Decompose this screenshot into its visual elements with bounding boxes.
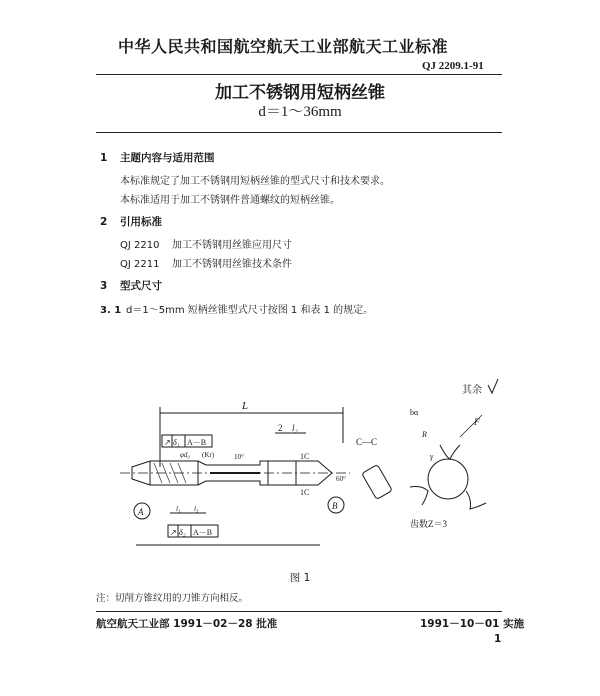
section-3-heading — [100, 278, 162, 293]
l1-label: l₁ — [176, 505, 181, 513]
cone-angle-label: 60° — [336, 475, 346, 483]
delta1-label: δ₁ — [173, 438, 180, 447]
subsection-number: 3. 1 — [100, 305, 122, 316]
figure-note: 注：切削方锥纹用的刀锥方向相反。 — [96, 593, 249, 604]
approval-info: 航空航天工业部 1991－02－28 批准 — [96, 618, 278, 630]
radius-label: R — [422, 430, 427, 439]
rake-angle-label: γ — [430, 452, 434, 461]
section-square — [362, 465, 393, 500]
shank-step-label: 2 — [278, 423, 283, 433]
reference-item — [120, 236, 292, 251]
flute-top — [440, 445, 460, 459]
reference-code: QJ 2210 — [120, 240, 160, 251]
subsection-text: d＝1～5mm 短柄丝锥型式尺寸按图 1 和表 1 的规定。 — [126, 305, 374, 316]
section-cc-label: C—C — [356, 437, 378, 447]
runout-symbol: ↗ — [164, 438, 171, 447]
roughness-symbol — [488, 379, 498, 393]
reference-code: QJ 2211 — [120, 259, 160, 270]
standard-organization: 中华人民共和国航空航天工业部航天工业标准 — [118, 37, 449, 56]
section-title: 引用标准 — [120, 216, 162, 228]
section-title: 型式尺寸 — [120, 280, 162, 292]
datum-ref-top: A－B — [187, 438, 207, 447]
reference-title: 加工不锈钢用丝锥应用尺寸 — [172, 240, 292, 251]
chamfer-label-top: 1C — [300, 452, 310, 461]
figure-caption: 图 1 — [289, 572, 311, 584]
title-rule — [96, 132, 502, 133]
delta2-label: δ₂ — [179, 528, 186, 537]
section-number: 3 — [100, 280, 108, 292]
total-length-label: L — [242, 400, 249, 412]
section-1-paragraph-2: 本标准适用于加工不锈钢件普通螺纹的短柄丝锥。 — [120, 195, 340, 206]
section-number: 1 — [100, 152, 108, 164]
reference-item — [120, 255, 292, 270]
roughness-rest-label: 其余 — [462, 385, 482, 396]
l2-label: l₂ — [292, 423, 298, 433]
groove-count-label: 齿数Z＝3 — [410, 519, 447, 529]
datum-b-label: B — [332, 501, 338, 511]
page-number: 1 — [494, 633, 502, 645]
effective-date: 1991－10－01 实施 — [420, 618, 525, 630]
document-title: 加工不锈钢用短柄丝锥 — [215, 83, 385, 103]
subsection-3-1 — [100, 301, 373, 316]
runout-symbol: ↗ — [170, 528, 177, 537]
diameter-label: φd₀ — [180, 451, 190, 459]
l3-label: l₃ — [194, 505, 199, 513]
tap-technical-drawing — [110, 375, 530, 555]
datum-ref-bottom: A－B — [193, 528, 213, 537]
flute-right — [466, 491, 486, 509]
document-subtitle: d＝1～36mm — [258, 104, 342, 120]
standard-code: QJ 2209.1-91 — [422, 60, 484, 72]
section-title: 主题内容与适用范围 — [120, 152, 215, 164]
section-1-heading — [100, 150, 215, 165]
reference-title: 加工不锈钢用丝锥技术条件 — [172, 259, 292, 270]
section-1-paragraph-1: 本标准规定了加工不锈钢用短柄丝锥的型式尺寸和技术要求。 — [120, 176, 390, 187]
header-rule — [96, 74, 502, 75]
flute-left — [410, 487, 428, 506]
section-2-heading — [100, 214, 162, 229]
footer-rule — [96, 611, 502, 612]
chamfer-label-bottom: 1C — [300, 488, 310, 497]
land-width-label: bα — [410, 408, 419, 417]
cross-section-core — [428, 459, 468, 499]
datum-a-label: A — [138, 507, 144, 517]
angle-label: 10° — [234, 453, 244, 461]
kr-label: (Kr) — [202, 451, 215, 459]
section-number: 2 — [100, 216, 108, 228]
f-label: F — [474, 417, 480, 427]
